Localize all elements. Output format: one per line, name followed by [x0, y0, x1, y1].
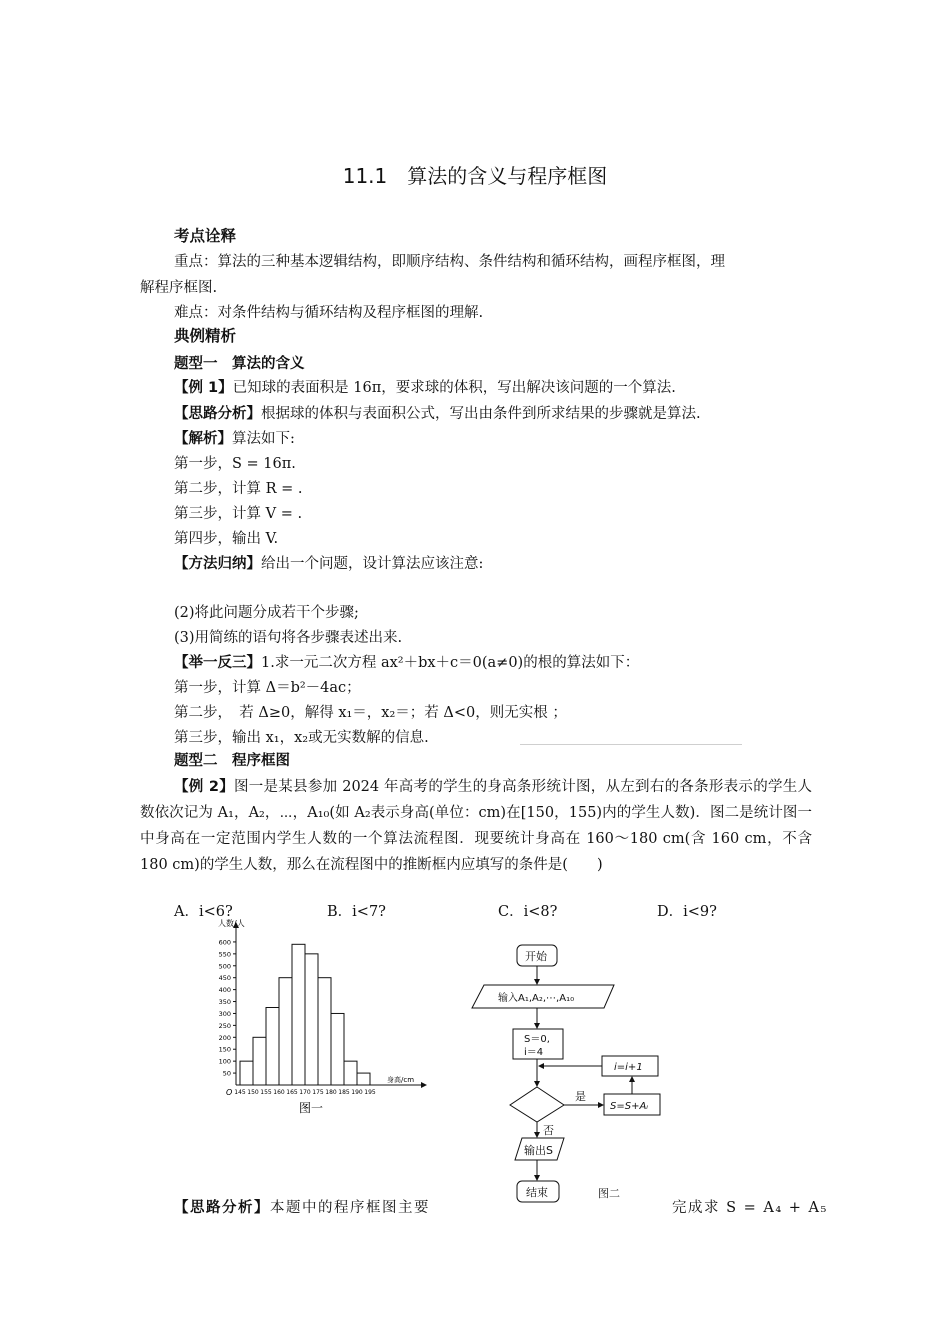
solution-tag: 【解析】 — [174, 431, 232, 447]
drill-text: 1.求一元二次方程 ax²＋bx＋c＝0(a≠0)的根的算法如下： — [261, 655, 640, 671]
x-tick-label: 180 — [325, 1089, 337, 1096]
figure1-caption: 图一 — [299, 1101, 324, 1115]
y-tick-label: 550 — [218, 950, 231, 959]
drill-step-2: 第二步， 若 Δ≥0，解得 x₁＝，x₂＝；若 Δ<0，则无实根 ； — [174, 705, 567, 721]
example1-tag: 【例 1】 — [174, 380, 233, 396]
init-label-1: S＝0, — [524, 1034, 550, 1045]
example2-tag: 【例 2】 — [174, 779, 234, 795]
key-point-text: 重点：算法的三种基本逻辑结构，即顺序结构、条件结构和循环结构，画程序框图，理 — [174, 254, 725, 270]
difficulty-text: 难点：对条件结构与循环结构及程序框图的理解. — [174, 305, 484, 321]
x-tick-label: 150 — [247, 1089, 259, 1096]
drill-step-3: 第三步，输出 x₁，x₂或无实数解的信息. — [174, 730, 429, 746]
example2-text: 图一是某县参加 2024 年高考的学生的身高条形统计图，从左到右的各条形表示的学生人数依次记为 A₁，A₂，⋯，A₁₀(如 A₂表示身高(单位：cm)在[150，155)内的学生人数)．图二是统计图一中身高在一定范围内学生人数的一个算法流程图．现要统计身高在 160～180 cm(含 160 cm，不含 180 cm)的学生人数，那么在流程图中的推断框内应填写的条件是( ) — [140, 779, 812, 873]
end-label: 结束 — [526, 1186, 548, 1199]
x-tick-label: 170 — [299, 1089, 311, 1096]
x-axis-label: 身高/cm — [387, 1076, 415, 1084]
y-axis-label: 人数/人 — [218, 919, 245, 928]
x-tick-label: 160 — [273, 1089, 285, 1096]
x-tick-label: 195 — [364, 1089, 376, 1096]
type2-heading: 题型二 程序框图 — [174, 753, 290, 769]
y-tick-label: 350 — [218, 998, 231, 1007]
drill — [174, 653, 639, 673]
bar — [279, 978, 292, 1085]
idea-tag: 【思路分析】 — [174, 406, 261, 422]
divider — [520, 744, 742, 745]
height-histogram — [200, 915, 450, 1115]
increment-label: i=i+1 — [614, 1062, 643, 1073]
solution-text: 算法如下: — [232, 431, 295, 447]
drill-step-1: 第一步，计算 Δ＝b²－4ac； — [174, 680, 361, 696]
idea-text: 根据球的体积与表面积公式，写出由条件到所求结果的步骤就是算法. — [261, 406, 701, 422]
drill-tag: 【举一反三】 — [174, 655, 261, 671]
bar — [266, 1008, 279, 1086]
algorithm-flowchart — [460, 935, 700, 1210]
option-d: D．i<9? — [657, 904, 717, 920]
x-tick-label: 165 — [286, 1089, 298, 1096]
x-tick-label: 190 — [351, 1089, 363, 1096]
y-tick-label: 150 — [218, 1045, 231, 1054]
method-item-2: (2)将此问题分成若干个步骤; — [174, 605, 359, 621]
figure2-caption: 图二 — [598, 1187, 620, 1200]
x-tick-label: 175 — [312, 1089, 324, 1096]
example2-idea-right: 完成求 S = A₄ + A₅ — [672, 1200, 828, 1216]
step-3: 第三步，计算 V = . — [174, 506, 303, 522]
example1-idea — [174, 404, 701, 424]
step-2: 第二步，计算 R = . — [174, 481, 303, 497]
bar — [331, 1013, 344, 1085]
bar — [344, 1061, 357, 1085]
x-tick-label: 145 — [234, 1089, 246, 1096]
method-item-3: (3)用简练的语句将各步骤表述出来. — [174, 630, 403, 646]
bar — [357, 1073, 370, 1085]
condition-node — [510, 1087, 564, 1122]
option-c: C．i<8? — [498, 904, 558, 920]
section-heading-key-points: 考点诠释 — [174, 227, 237, 245]
y-tick-label: 200 — [218, 1033, 231, 1042]
y-tick-label: 500 — [218, 962, 231, 971]
start-label: 开始 — [525, 950, 547, 963]
method-tag: 【方法归纳】 — [174, 556, 261, 572]
input-label: 输入A₁,A₂,⋯,A₁₀ — [498, 993, 575, 1004]
key-point-text-cont: 解程序框图. — [140, 280, 218, 296]
y-tick-label: 300 — [218, 1009, 231, 1018]
y-tick-label: 450 — [218, 974, 231, 983]
example2-idea-tag: 【思路分析】 — [174, 1200, 270, 1216]
y-tick-label: 400 — [218, 986, 231, 995]
init-label-2: i＝4 — [524, 1047, 544, 1058]
example2-idea-text: 本题中的程序框图主要 — [270, 1200, 430, 1216]
bar — [240, 1061, 253, 1085]
type1-heading: 题型一 算法的含义 — [174, 356, 305, 372]
option-a: A．i<6? — [174, 904, 233, 920]
example2 — [140, 774, 812, 878]
example2-idea — [174, 1198, 430, 1218]
y-tick-label: 50 — [222, 1069, 231, 1078]
origin-label: O — [226, 1088, 233, 1097]
option-b: B．i<7? — [327, 904, 386, 920]
step-1: 第一步，S = 16π. — [174, 456, 296, 472]
x-tick-label: 155 — [260, 1089, 272, 1096]
section-heading-examples: 典例精析 — [174, 327, 237, 345]
example1 — [174, 378, 676, 398]
output-label: 输出S — [524, 1144, 553, 1157]
method-summary — [174, 554, 483, 574]
bar — [253, 1037, 266, 1085]
page-title: 11.1 算法的含义与程序框图 — [342, 164, 608, 188]
bar — [318, 978, 331, 1085]
yes-label: 是 — [575, 1090, 586, 1103]
y-tick-label: 600 — [218, 938, 231, 947]
bar — [305, 954, 318, 1085]
bar — [292, 944, 305, 1085]
no-label: 否 — [543, 1124, 554, 1137]
y-tick-label: 100 — [218, 1057, 231, 1066]
y-tick-label: 250 — [218, 1021, 231, 1030]
solution — [174, 429, 295, 449]
accumulate-label: S=S+Aᵢ — [610, 1101, 649, 1112]
step-4: 第四步，输出 V. — [174, 531, 279, 547]
x-tick-label: 185 — [338, 1089, 350, 1096]
method-text: 给出一个问题，设计算法应该注意: — [261, 556, 484, 572]
example1-text: 已知球的表面积是 16π，要求球的体积，写出解决该问题的一个算法. — [232, 380, 676, 396]
